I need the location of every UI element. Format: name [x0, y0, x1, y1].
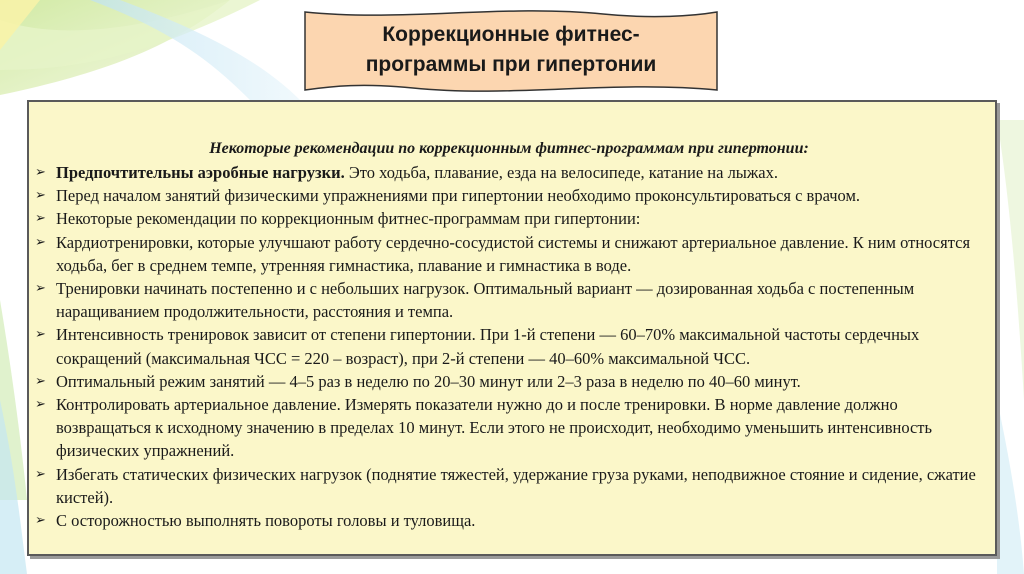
list-item-text: С осторожностью выполнять повороты головы и туловища. — [56, 511, 476, 531]
list-item-text: Некоторые рекомендации по коррекционным фитнес-программам при гипертонии: — [56, 209, 641, 229]
slide-title-line-1: Коррекционные фитнес- — [382, 23, 640, 46]
arrow-bullet-icon: ➢ — [35, 373, 46, 389]
list-item — [35, 370, 985, 393]
recommendations-list — [35, 161, 985, 532]
list-item-text: Оптимальный режим занятий — 4–5 раз в неделю по 20–30 минут или 2–3 раза в неделю по 40–60 минут. — [56, 371, 801, 391]
arrow-bullet-icon: ➢ — [35, 466, 46, 482]
recommendations-box — [27, 100, 997, 556]
arrow-bullet-icon: ➢ — [35, 513, 46, 529]
list-item-text: Это ходьба, плавание, езда на велосипеде, катание на лыжах. — [344, 163, 778, 182]
list-item — [35, 231, 985, 277]
list-item-text: Контролировать артериальное давление. Измерять показатели нужно до и после тренировки. В норме давление должно возвращаться к исходному значению в пределах 10 минут. Если этого не происходит, необходимо уменьшить интенсивность физических упражнений. — [56, 395, 933, 461]
list-item-text: Тренировки начинать постепенно и с небольших нагрузок. Оптимальный вариант — дозированная ходьба с постепенным наращиванием продолжительности, расстояния и темпа. — [56, 279, 915, 322]
arrow-bullet-icon: ➢ — [35, 234, 46, 250]
slide-title-line-2: программы при гипертонии — [365, 53, 657, 76]
arrow-bullet-icon: ➢ — [35, 281, 46, 297]
list-item — [35, 393, 985, 463]
list-item — [35, 277, 985, 323]
arrow-bullet-icon: ➢ — [35, 211, 46, 227]
list-item — [35, 161, 985, 184]
list-item — [35, 509, 985, 532]
list-item — [35, 184, 985, 207]
arrow-bullet-icon: ➢ — [35, 397, 46, 413]
recommendations-heading: Некоторые рекомендации по коррекционным фитнес-программам при гипертонии: — [209, 140, 809, 157]
arrow-bullet-icon: ➢ — [35, 188, 46, 204]
list-item-text: Кардиотренировки, которые улучшают работу сердечно-сосудистой системы и снижают артериальное давление. К ним относятся ходьба, бег в среднем темпе, утренняя гимнастика, плавание и гимнастика в воде. — [56, 232, 971, 275]
list-item — [35, 323, 985, 369]
list-item — [35, 463, 985, 509]
arrow-bullet-icon: ➢ — [35, 165, 46, 180]
list-item — [35, 207, 985, 230]
arrow-bullet-icon: ➢ — [35, 327, 46, 343]
list-item-lead: Предпочтительны аэробные нагрузки. — [56, 163, 345, 182]
slide-title — [303, 20, 719, 80]
list-item-text: Интенсивность тренировок зависит от степени гипертонии. При 1-й степени — 60–70% максимальной частоты сердечных сокращений (максимальная ЧСС = 220 – возраст), при 2-й степени — 40–60% максимальной ЧСС. — [56, 325, 920, 368]
title-banner — [303, 8, 719, 94]
list-item-text: Перед началом занятий физическими упражнениями при гипертонии необходимо проконсультироваться с врачом. — [56, 186, 861, 206]
list-item-text: Избегать статических физических нагрузок (поднятие тяжестей, удержание груза руками, неподвижное стояние и сидение, сжатие кистей). — [56, 464, 976, 507]
